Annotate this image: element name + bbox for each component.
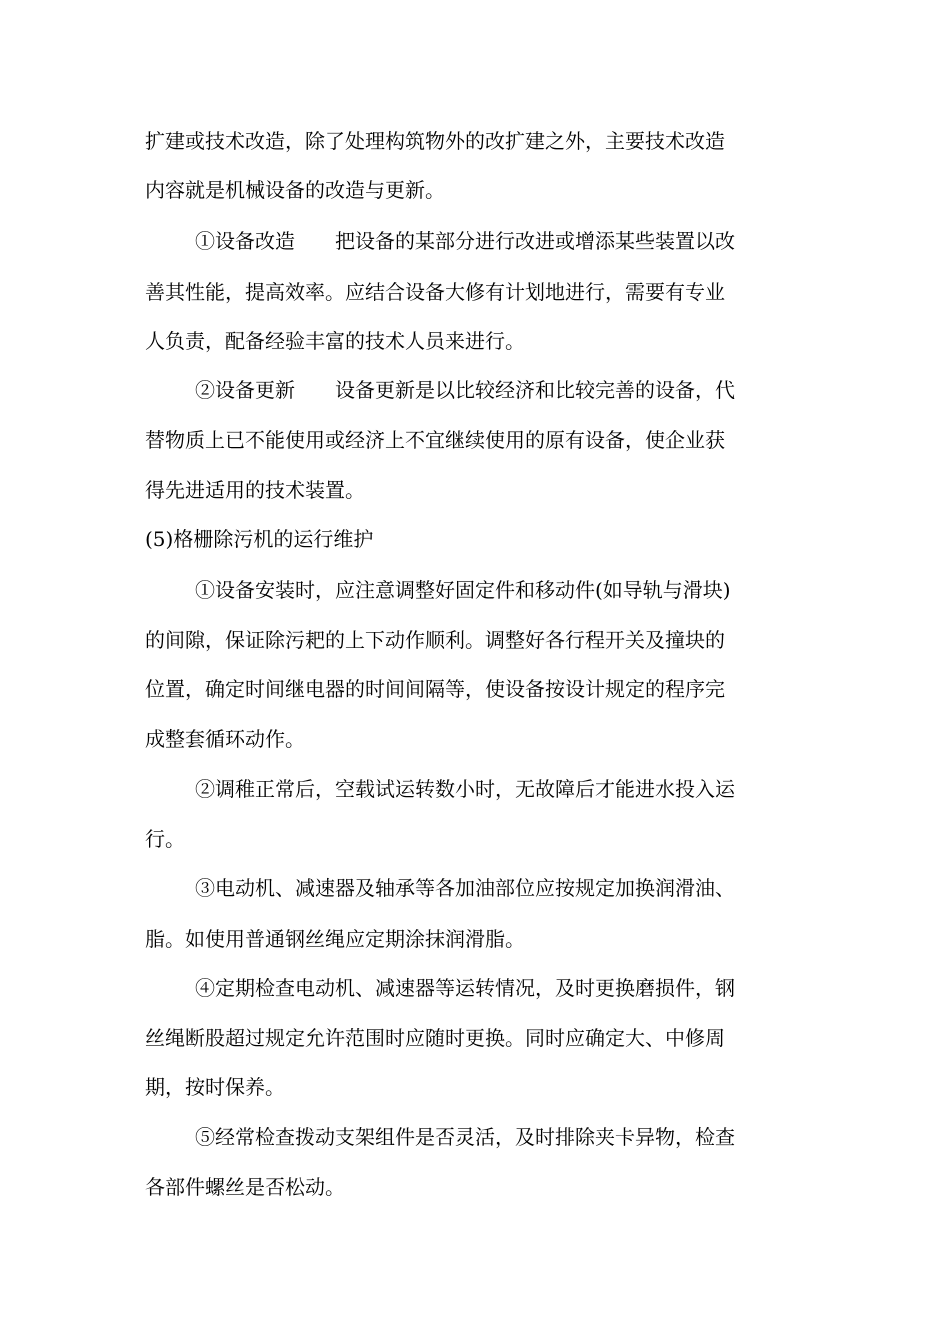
paragraph-line: ③电动机、减速器及轴承等各加油部位应按规定加换润滑油、 [195,876,735,900]
paragraph-line: 丝绳断股超过规定允许范围时应随时更换。同时应确定大、中修周 [145,1026,725,1050]
paragraph-line: 期，按时保养。 [145,1075,285,1099]
paragraph-line: 成整套循环动作。 [145,727,305,751]
paragraph-line: ⑤经常检查拨动支架组件是否灵活，及时排除夹卡异物，检查 [195,1125,735,1149]
paragraph-line: 行。 [145,827,185,851]
paragraph-line: 替物质上已不能使用或经济上不宜继续使用的原有设备，使企业获 [145,428,725,452]
paragraph-line: 人负责，配备经验丰富的技术人员来进行。 [145,329,525,353]
paragraph-line: ①设备改造 把设备的某部分进行改进或增添某些装置以改 [195,229,735,253]
paragraph-line: 扩建或技术改造，除了处理构筑物外的改扩建之外，主要技术改造 [145,129,725,153]
paragraph-line: 的间隙，保证除污耙的上下动作顺利。调整好各行程开关及撞块的 [145,628,725,652]
paragraph-line: 各部件螺丝是否松动。 [145,1175,345,1199]
paragraph-line: 内容就是机械设备的改造与更新。 [145,178,445,202]
paragraph-line: ②设备更新 设备更新是以比较经济和比较完善的设备，代 [195,378,735,402]
paragraph-line: ②调稚正常后，空载试运转数小时，无故障后才能进水投入运 [195,777,735,801]
paragraph-line: 得先进适用的技术装置。 [145,478,365,502]
paragraph-line: ④定期检查电动机、减速器等运转情况，及时更换磨损件，钢 [195,976,735,1000]
section-heading: (5)格栅除污机的运行维护 [145,527,374,551]
paragraph-line: 位置，确定时间继电器的时间间隔等，使设备按设计规定的程序完 [145,677,725,701]
paragraph-line: 善其性能，提高效率。应结合设备大修有计划地进行，需要有专业 [145,280,725,304]
paragraph-line: 脂。如使用普通钢丝绳应定期涂抹润滑脂。 [145,927,525,951]
paragraph-line: ①设备安装时，应注意调整好固定件和移动件(如导轨与滑块) [195,578,731,602]
